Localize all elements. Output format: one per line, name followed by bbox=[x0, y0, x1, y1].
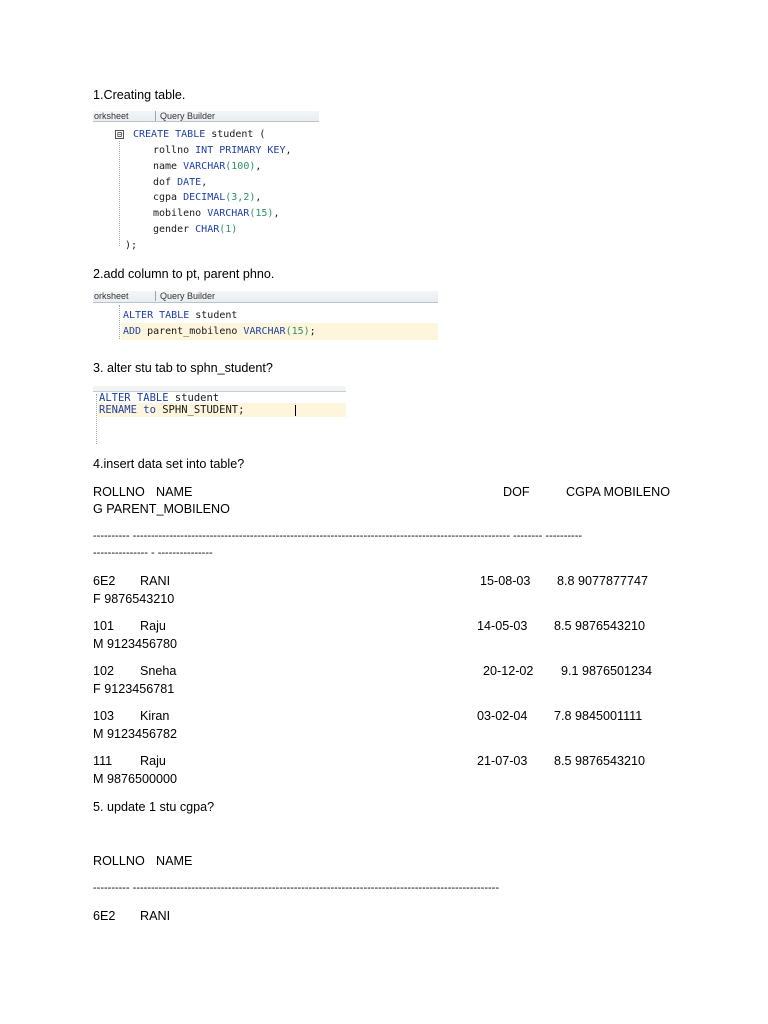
editor-tabs bbox=[93, 111, 319, 122]
cell-gender-parent: M 9876500000 bbox=[93, 772, 178, 786]
cell-cgpa-mobileno: 8.8 9077877747 bbox=[557, 574, 649, 588]
cell-dof: 14-05-03 bbox=[477, 619, 528, 633]
code-gutter bbox=[96, 394, 98, 444]
cell-name: Kiran bbox=[140, 709, 170, 723]
cell-dof: 21-07-03 bbox=[477, 754, 528, 768]
code-line-5: cgpa DECIMAL(3,2), bbox=[153, 192, 262, 203]
cell-rollno: 103 bbox=[93, 709, 115, 723]
cell-rollno: 102 bbox=[93, 664, 115, 678]
alter-rename-screenshot bbox=[93, 386, 346, 446]
heading-q5: 5. update 1 stu cgpa? bbox=[93, 800, 215, 814]
cell-name: RANI bbox=[140, 574, 171, 588]
cell-rollno: 6E2 bbox=[93, 909, 116, 923]
col-header-dof: DOF bbox=[503, 485, 530, 499]
separator-line-2: --------------- - --------------- bbox=[93, 547, 213, 559]
heading-q2: 2.add column to pt, parent phno. bbox=[93, 267, 275, 281]
col-header-wrap: G PARENT_MOBILENO bbox=[93, 502, 230, 516]
col-header-cgpa-mobileno: CGPA MOBILENO bbox=[566, 485, 671, 499]
cell-rollno: 111 bbox=[93, 754, 113, 768]
code-line-1: CREATE TABLE student ( bbox=[133, 129, 266, 140]
alter-add-screenshot bbox=[93, 291, 438, 340]
cell-cgpa-mobileno: 8.5 9876543210 bbox=[554, 754, 646, 768]
cell-dof: 20-12-02 bbox=[483, 664, 534, 678]
cell-name: Raju bbox=[140, 619, 166, 633]
cell-rollno: 101 bbox=[93, 619, 115, 633]
heading-q3: 3. alter stu tab to sphn_student? bbox=[93, 361, 273, 375]
tab-query-builder: Query Builder bbox=[155, 291, 219, 301]
cell-cgpa-mobileno: 7.8 9845001111 bbox=[554, 709, 643, 723]
code-line-4: dof DATE, bbox=[153, 177, 208, 188]
col-header-name: NAME bbox=[156, 854, 193, 868]
heading-q1: 1.Creating table. bbox=[93, 88, 186, 102]
code-line-3: name VARCHAR(100), bbox=[153, 161, 262, 172]
cell-name: Raju bbox=[140, 754, 166, 768]
editor-tabs bbox=[93, 291, 438, 303]
col-header-rollno: ROLLNO bbox=[93, 854, 145, 868]
text-cursor bbox=[295, 405, 296, 416]
tab-query-builder: Query Builder bbox=[155, 111, 219, 121]
cell-dof: 15-08-03 bbox=[480, 574, 531, 588]
cell-dof: 03-02-04 bbox=[477, 709, 528, 723]
cell-gender-parent: F 9123456781 bbox=[93, 682, 175, 696]
code-line-6: mobileno VARCHAR(15), bbox=[153, 208, 280, 219]
heading-q4: 4.insert data set into table? bbox=[93, 457, 245, 471]
cell-gender-parent: F 9876543210 bbox=[93, 592, 175, 606]
create-table-screenshot bbox=[93, 111, 319, 256]
code-line-2: ADD parent_mobileno VARCHAR(15); bbox=[123, 326, 316, 337]
cell-gender-parent: M 9123456780 bbox=[93, 637, 178, 651]
code-gutter bbox=[119, 141, 121, 246]
cell-gender-parent: M 9123456782 bbox=[93, 727, 178, 741]
tab-worksheet: orksheet bbox=[94, 291, 129, 301]
cell-name: RANI bbox=[140, 909, 171, 923]
code-line-1: ALTER TABLE student bbox=[99, 392, 220, 404]
cell-name: Sneha bbox=[140, 664, 177, 678]
cell-rollno: 6E2 bbox=[93, 574, 116, 588]
code-line-8: ); bbox=[125, 240, 138, 251]
tab-worksheet: orksheet bbox=[94, 111, 129, 121]
separator-line: ---------- ---------------------------------------------------------------------------------------------------- bbox=[93, 882, 499, 894]
code-line-2: rollno INT PRIMARY KEY, bbox=[153, 145, 292, 156]
col-header-name: NAME bbox=[156, 485, 193, 499]
col-header-rollno: ROLLNO bbox=[93, 485, 145, 499]
cell-cgpa-mobileno: 8.5 9876543210 bbox=[554, 619, 646, 633]
code-line-7: gender CHAR(1) bbox=[153, 224, 238, 235]
code-line-1: ALTER TABLE student bbox=[123, 310, 238, 321]
code-line-2: RENAME to SPHN_STUDENT; bbox=[99, 404, 245, 416]
cell-cgpa-mobileno: 9.1 9876501234 bbox=[561, 664, 653, 678]
separator-line: ---------- ------------------------------------------------------------------------------------------------------- -------- ---------- bbox=[93, 530, 583, 542]
collapse-icon: ⊟ bbox=[115, 130, 124, 139]
